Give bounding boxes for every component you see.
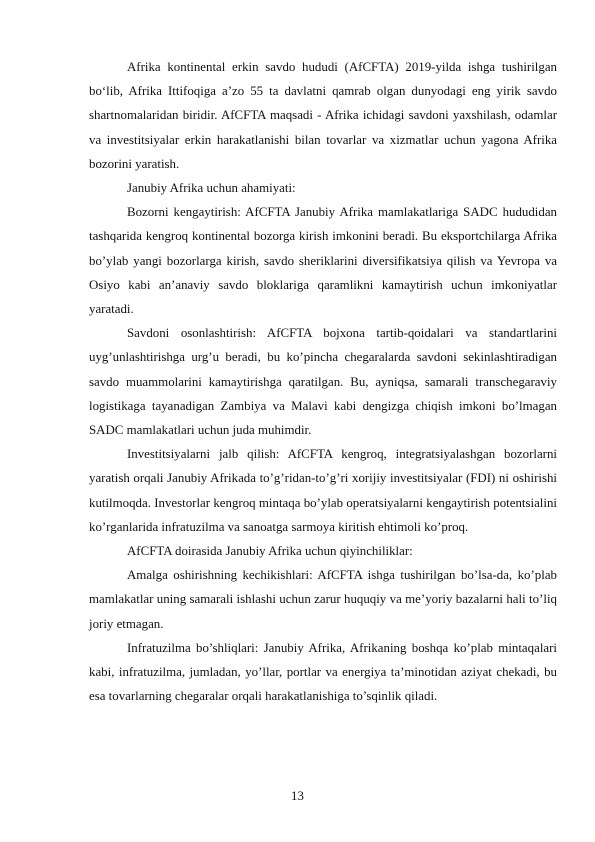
paragraph-investment-attraction: Investitsiyalarni jalb qilish: AfCFTA kengroq, integratsiyalashgan bozorlarni yaratish orqali Janubiy Afrikada to’g’ridan-to’g’ri xorijiy investitsiyalar (FDI) ni oshirishi kutilmoqda. Investorlar kengroq mintaqa bo’ylab operatsiyalarni kengaytirish potentsialini ko’rganlarida infratuzilma va sanoatga sarmoya kiritish ehtimoli ko’proq. <box>89 447 557 534</box>
paragraph-heading-importance: Janubiy Afrika uchun ahamiyati: <box>127 181 296 196</box>
paragraph-trade-facilitation: Savdoni osonlashtirish: AfCFTA bojxona tartib-qoidalari va standartlarini uyg’unlashtirishga urg’u beradi, bu ko’pincha chegaralarda savdoni sekinlashtiradigan savdo muammolarini kamaytirishga qaratilgan. Bu, ayniqsa, samarali transchegaraviy logistikaga tayanadigan Zambiya va Malavi kabi dengizga chiqish imkoni bo’lmagan SADC mamlakatlari uchun juda muhimdir. <box>89 326 557 438</box>
paragraph-afcfta-intro: Afrika kontinental erkin savdo hududi (AfCFTA) 2019-yilda ishga tushirilgan bo‘lib, Afrika Ittifoqiga a’zo 55 ta davlatni qamrab olgan dunyodagi eng yirik savdo shartnomalaridan biridir. AfCFTA maqsadi - Afrika ichidagi savdoni yaxshilash, odamlar va investitsiyalar erkin harakatlanishi bilan tovarlar va xizmatlar uchun yagona Afrika bozorini yaratish. <box>89 60 557 171</box>
page-body-text <box>89 55 557 708</box>
paragraph-implementation-delays: Amalga oshirishning kechikishlari: AfCFTA ishga tushirilgan bo’lsa-da, ko’plab mamlakatlar uning samarali ishlashi uchun zarur huquqiy va me’yoriy bazalarni hali to’liq joriy etmagan. <box>89 568 557 631</box>
paragraph-market-expansion: Bozorni kengaytirish: AfCFTA Janubiy Afrika mamlakatlariga SADC hududidan tashqarida kengroq kontinental bozorga kirish imkonini beradi. Bu eksportchilarga Afrika bo’ylab yangi bozorlarga kirish, savdo sheriklarini diversifikatsiya qilish va Yevropa va Osiyo kabi an’anaviy savdo bloklariga qaramlikni kamaytirish uchun imkoniyatlar yaratadi. <box>89 205 557 317</box>
page-number: 13 <box>291 789 304 803</box>
paragraph-heading-challenges: AfCFTA doirasida Janubiy Afrika uchun qiyinchiliklar: <box>127 544 413 559</box>
paragraph-infrastructure-gaps: Infratuzilma bo’shliqlari: Janubiy Afrika, Afrikaning boshqa ko’plab mintaqalari kabi, infratuzilma, jumladan, yo’llar, portlar va energiya ta’minotidan aziyat chekadi, bu esa tovarlarning chegaralar orqali harakatlanishiga to’sqinlik qiladi. <box>89 640 557 704</box>
